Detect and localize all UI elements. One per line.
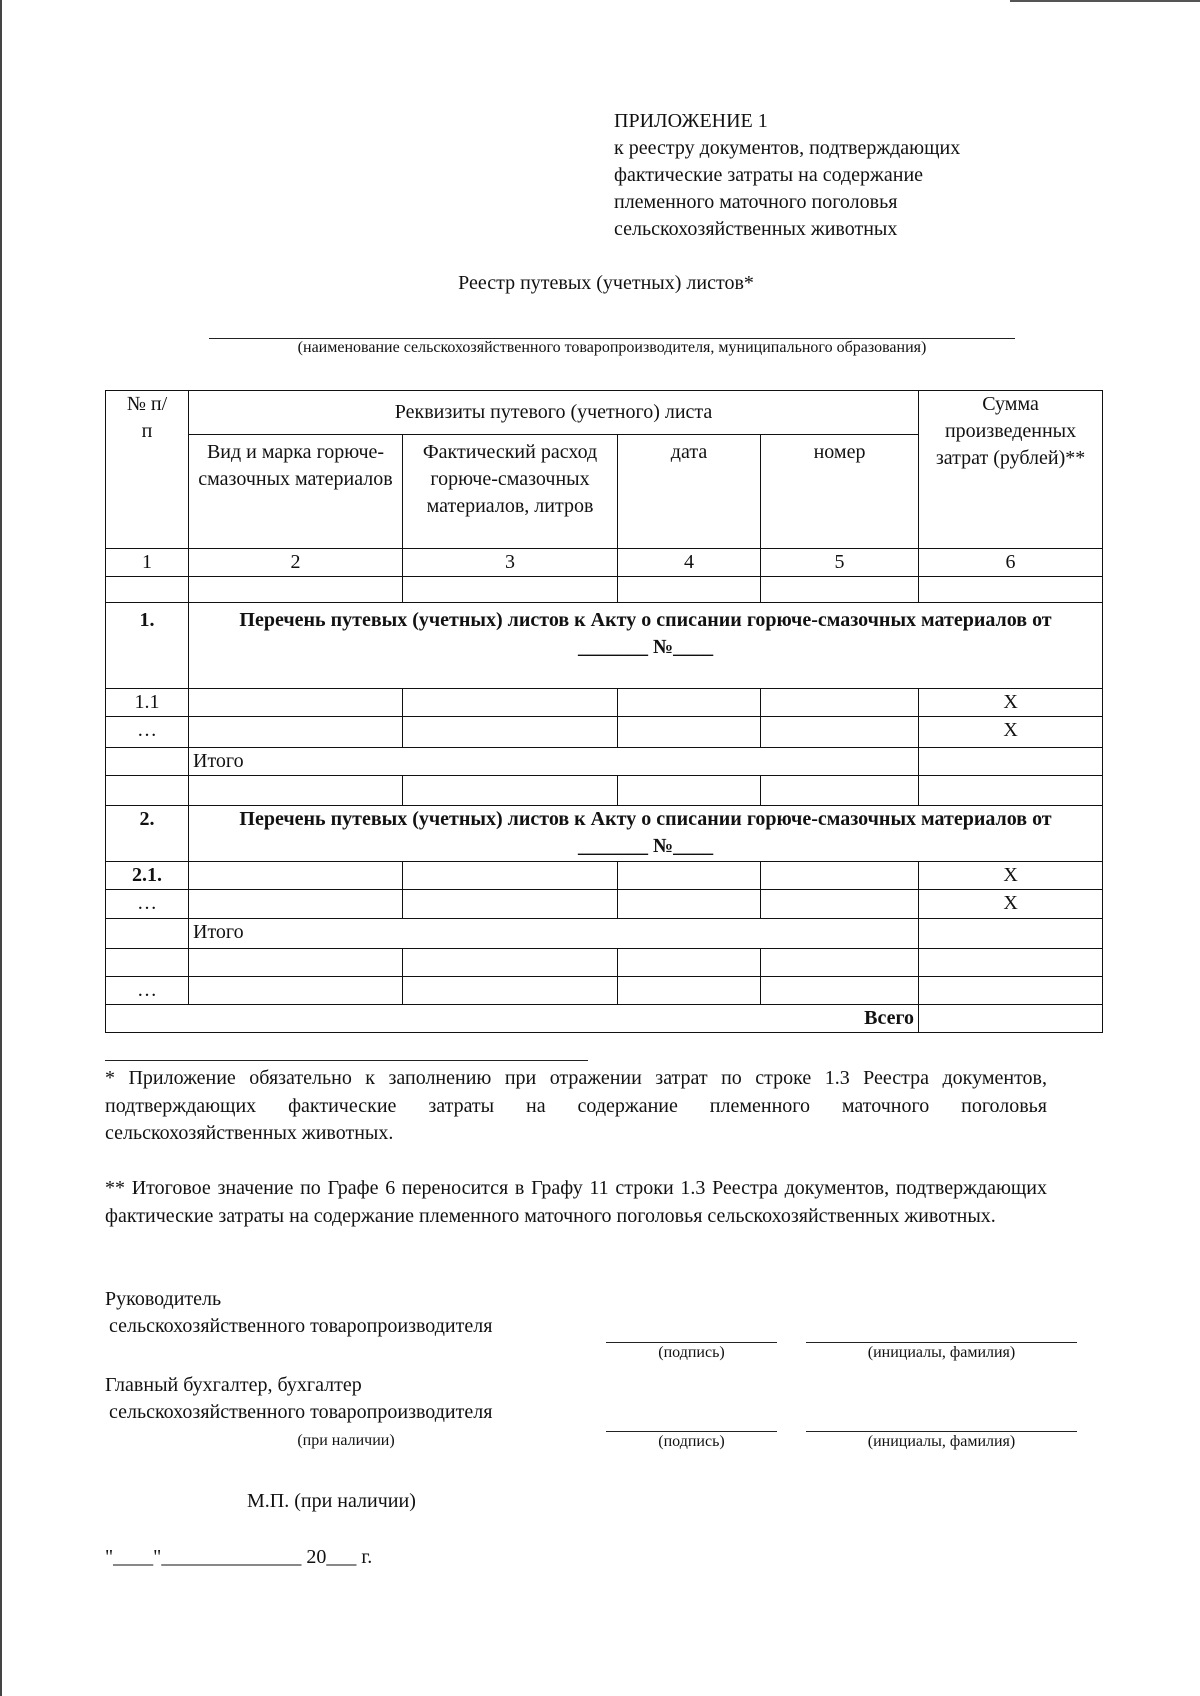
annex-block	[614, 108, 960, 243]
section-title: Перечень путевых (учетных) листов к Акту о списании горюче-смазочных материалов от _______ №____	[189, 603, 1103, 689]
column-index: 2	[189, 549, 403, 577]
row-ellipsis: …	[106, 977, 189, 1005]
header-sum: Сумма произведенных затрат (рублей)**	[919, 391, 1103, 549]
waybill-registry-table	[105, 390, 1103, 1033]
producer-caption: (наименование сельскохозяйственного товаропроизводителя, муниципального образования)	[297, 339, 927, 356]
head-role-line-2: сельскохозяйственного товаропроизводителя	[109, 1315, 493, 1337]
table-row	[106, 949, 1103, 977]
column-index: 3	[403, 549, 618, 577]
accountant-signature-line	[606, 1431, 777, 1432]
column-index: 5	[761, 549, 919, 577]
x-mark: X	[919, 890, 1103, 919]
column-index-row	[106, 549, 1103, 577]
header-consumption: Фактический расход горюче-смазочных материалов, литров	[403, 435, 618, 549]
signature-caption: (подпись)	[658, 1433, 725, 1450]
total-row	[106, 1005, 1103, 1033]
table-row	[106, 862, 1103, 890]
table-row	[106, 689, 1103, 717]
table-row	[106, 577, 1103, 603]
annex-line: к реестру документов, подтверждающих	[614, 137, 961, 159]
name-caption: (инициалы, фамилия)	[867, 1344, 1016, 1361]
accountant-role-line-2: сельскохозяйственного товаропроизводителя	[109, 1401, 493, 1423]
column-index: 1	[106, 549, 189, 577]
head-role-line-1: Руководитель	[105, 1288, 222, 1310]
header-number: номер	[761, 435, 919, 549]
document-title: Реестр путевых (учетных) листов*	[458, 272, 754, 294]
stamp-place: М.П. (при наличии)	[247, 1490, 416, 1512]
annex-line: племенного маточного поголовья	[614, 191, 898, 213]
header-waybill-details: Реквизиты путевого (учетного) листа	[189, 391, 919, 435]
annex-heading: ПРИЛОЖЕНИЕ 1	[614, 110, 768, 132]
name-caption: (инициалы, фамилия)	[867, 1433, 1016, 1450]
subtotal-row	[106, 748, 1103, 776]
section-number: 1.	[106, 603, 189, 689]
column-index: 4	[618, 549, 761, 577]
footnote-separator	[105, 1060, 588, 1061]
column-index: 6	[919, 549, 1103, 577]
table-row	[106, 890, 1103, 919]
x-mark: X	[919, 717, 1103, 748]
footnote-1: * Приложение обязательно к заполнению при отражении затрат по строке 1.3 Реестра документов, подтверждающих фактические затраты на содержание племенного маточного поголовья сельскохозяйственных животных.	[105, 1067, 1047, 1144]
date-line: "____"______________ 20___ г.	[105, 1546, 373, 1568]
annex-line: сельскохозяйственных животных	[614, 218, 898, 240]
total-label: Всего	[106, 1005, 919, 1033]
subtotal-row	[106, 919, 1103, 949]
header-num: № п/п	[106, 391, 189, 549]
section-number: 2.	[106, 806, 189, 862]
header-fuel-type: Вид и марка горюче-смазочных материалов	[189, 435, 403, 549]
signature-caption: (подпись)	[658, 1344, 725, 1361]
table-row	[106, 977, 1103, 1005]
section-1-header	[106, 603, 1103, 689]
accountant-name-line	[806, 1431, 1077, 1432]
accountant-note: (при наличии)	[297, 1432, 395, 1449]
annex-line: фактические затраты на содержание	[614, 164, 924, 186]
scan-edge-top	[1010, 0, 1200, 2]
head-signature-line	[606, 1342, 777, 1343]
row-ellipsis: …	[106, 717, 189, 748]
row-number: 1.1	[106, 689, 189, 717]
head-name-line	[806, 1342, 1077, 1343]
row-ellipsis: …	[106, 890, 189, 919]
table-row	[106, 717, 1103, 748]
footnote-2: ** Итоговое значение по Графе 6 переносится в Графу 11 строки 1.3 Реестра документов, подтверждающих фактические затраты на содержание племенного маточного поголовья сельскохозяйственных животных.	[105, 1177, 1047, 1227]
subtotal-label: Итого	[189, 919, 919, 949]
scan-edge-left	[0, 0, 2, 1696]
header-date: дата	[618, 435, 761, 549]
subtotal-label: Итого	[189, 748, 919, 776]
section-2-header	[106, 806, 1103, 862]
x-mark: X	[919, 862, 1103, 890]
table-row	[106, 776, 1103, 806]
x-mark: X	[919, 689, 1103, 717]
section-title: Перечень путевых (учетных) листов к Акту о списании горюче-смазочных материалов от _______ №____	[189, 806, 1103, 862]
accountant-role-line-1: Главный бухгалтер, бухгалтер	[105, 1374, 362, 1396]
row-number: 2.1.	[106, 862, 189, 890]
